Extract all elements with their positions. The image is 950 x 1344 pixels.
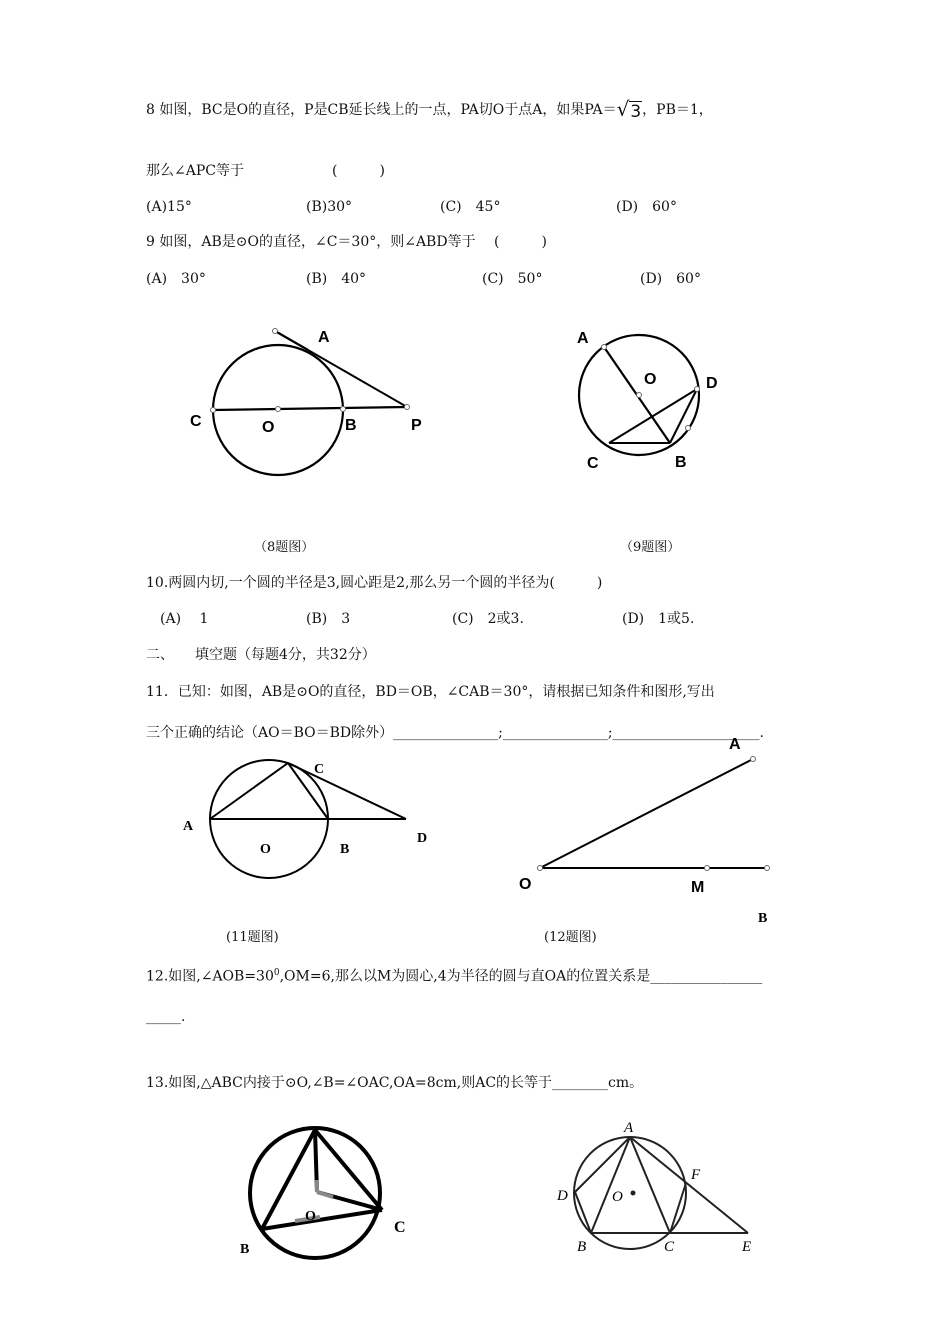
- q8-paren: ( ): [332, 163, 385, 179]
- fig14-label-f: F: [691, 1167, 701, 1183]
- fig13-label-c: C: [394, 1219, 406, 1236]
- fig11-label-d: D: [417, 831, 428, 846]
- fig14-label-d: D: [557, 1188, 568, 1204]
- fig14-center-dot: [631, 1191, 636, 1196]
- section2-heading: 二、 填空题（每题4分，共32分）: [146, 647, 376, 663]
- fig14-label-o: O: [612, 1189, 623, 1205]
- q8-option-b: (B)30°: [306, 199, 353, 215]
- q9-option-a: (A) 30°: [146, 271, 206, 287]
- q10-option-c: (C) 2或3.: [452, 611, 524, 627]
- q8-option-a: (A)15°: [146, 199, 192, 215]
- fig14-label-a: A: [624, 1120, 634, 1136]
- fig11-label-b: B: [340, 842, 350, 857]
- fig8-label-a: A: [318, 329, 330, 346]
- fig12-label-m: M: [691, 879, 705, 896]
- fig8-label-c: C: [190, 413, 202, 430]
- fig11-label-a: A: [183, 819, 194, 834]
- fig11-caption: (11题图): [226, 930, 279, 945]
- fig8-label-p: P: [411, 417, 422, 434]
- q9-stem: 9 如图，AB是⊙O的直径，∠C＝30°，则∠ABD等于 ( ): [146, 234, 547, 250]
- fig8-caption: （8题图）: [254, 540, 315, 555]
- fig14-line-ae: [630, 1137, 748, 1233]
- q13-stem: 13.如图,△ABC内接于⊙O,∠B=∠OAC,OA=8cm,则AC的长等于________cm。: [146, 1075, 644, 1091]
- q8-stem-tail: ，PB＝1，: [642, 102, 713, 118]
- q12-blank[interactable]: ________________: [650, 968, 763, 985]
- q9-option-c: (C) 50°: [482, 271, 543, 287]
- sqrt-symbol: √: [616, 97, 630, 121]
- q8-option-d: (D) 60°: [616, 199, 677, 215]
- q9-option-b: (B) 40°: [306, 271, 367, 287]
- fig12-label-a: A: [729, 736, 741, 753]
- q10-option-b: (B) 3: [306, 611, 351, 627]
- fig11-label-c: C: [314, 762, 325, 777]
- fig9-label-b: B: [675, 454, 687, 471]
- fig9-caption: （9题图）: [620, 540, 681, 555]
- fig9-label-a: A: [577, 330, 589, 347]
- fig8-label-o: O: [262, 419, 275, 436]
- fig11-label-o: O: [260, 842, 271, 857]
- fig8-label-b: B: [345, 417, 357, 434]
- fig14-side-ac: [630, 1137, 670, 1233]
- q8-stem-text: 8 如图，BC是O的直径，P是CB延长线上的一点，PA切O于点A，如果PA＝: [146, 102, 617, 118]
- fig14-label-c: C: [664, 1239, 675, 1255]
- q10-option-a: (A) 1: [160, 611, 209, 627]
- q10-option-d: (D) 1或5.: [622, 611, 695, 627]
- fig9-label-c: C: [587, 455, 599, 472]
- q8-option-c: (C) 45°: [440, 199, 501, 215]
- fig14-label-e: E: [742, 1239, 752, 1255]
- q12-degree-sup: 0: [273, 968, 280, 978]
- q8-sqrt-value: 3: [630, 102, 642, 122]
- q9-option-d: (D) 60°: [640, 271, 701, 287]
- q11-stem: 11．已知：如图，AB是⊙O的直径，BD＝OB，∠CAB＝30°，请根据已知条件和图形,写出: [146, 684, 715, 700]
- q10-stem: 10.两圆内切,一个圆的半径是3,圆心距是2,那么另一个圆的半径为( ): [146, 575, 603, 591]
- q8-line2: 那么∠APC等于: [146, 163, 244, 179]
- fig9-label-d: D: [706, 375, 718, 392]
- fig12-label-o: O: [519, 876, 532, 893]
- q11-line2: 三个正确的结论（AO＝BO＝BD除外）_______________;_______________;_____________________.: [146, 725, 765, 741]
- fig13-label-b: B: [240, 1242, 250, 1257]
- q12-stem-b: ,OM=6,那么以M为圆心,4为半径的圆与直OA的位置关系是: [279, 968, 651, 985]
- fig12-caption: (12题图): [544, 930, 597, 945]
- fig9-label-o: O: [644, 371, 657, 388]
- q12-stem-a: 12.如图,∠AOB=30: [146, 968, 274, 985]
- q12-blank-cont[interactable]: _____.: [146, 1009, 186, 1025]
- fig13-label-o: O: [305, 1209, 316, 1224]
- fig14-side-ab: [591, 1137, 630, 1233]
- fig12-label-b: B: [758, 911, 768, 926]
- fig14-label-b: B: [577, 1239, 587, 1255]
